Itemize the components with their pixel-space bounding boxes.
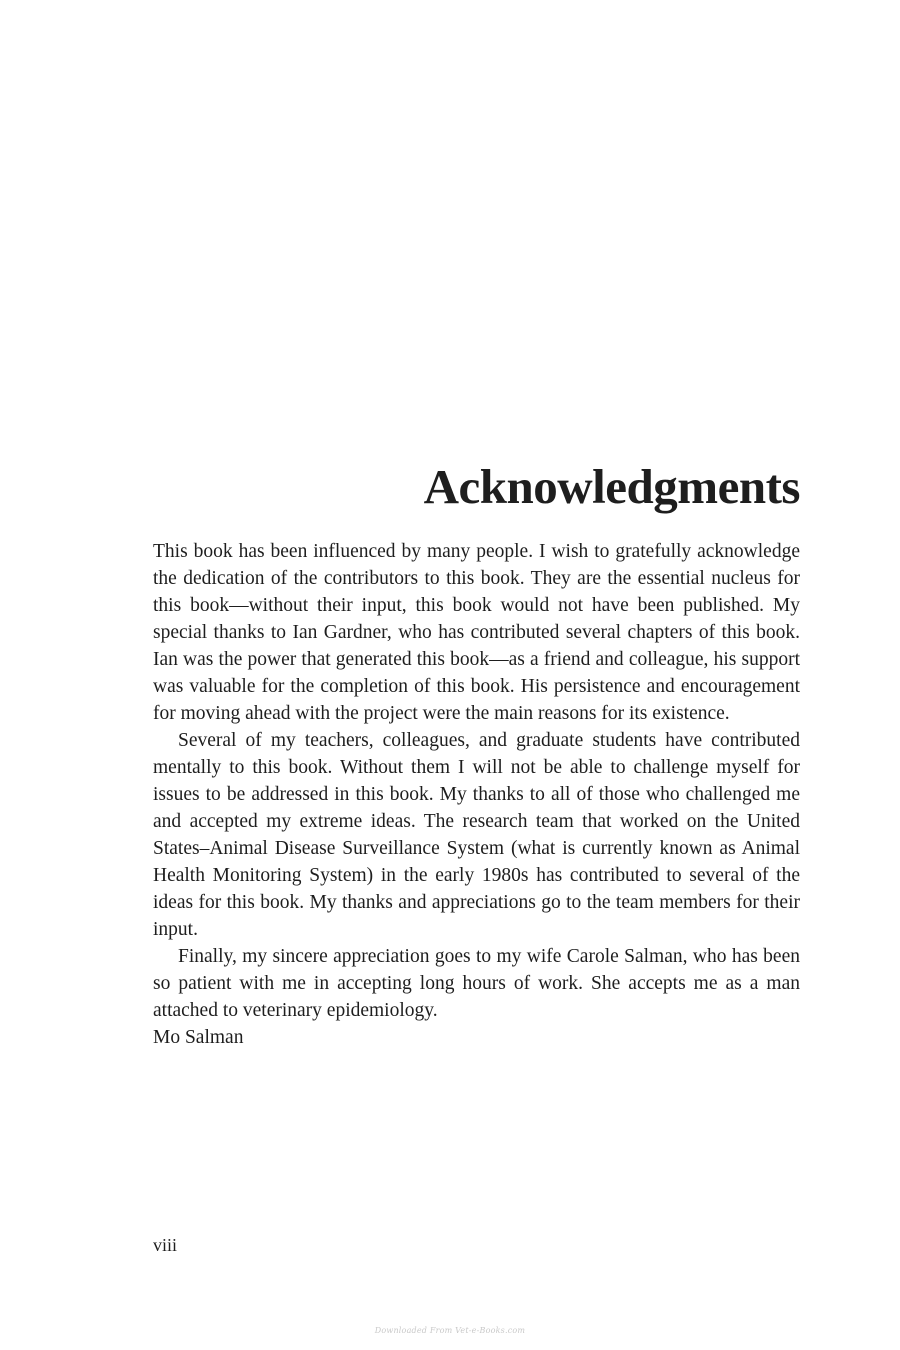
body-paragraph: Several of my teachers, colleagues, and graduate students have contributed mentally to this book. Without them I will not be able to challenge myself for issues to be addressed in this book. My thanks to all of those who challenged me and accepted my extreme ideas. The research team that worked on the United States–Animal Disease Surveillance System (what is currently known as Animal Health Monitoring System) in the early 1980s has contributed to several of the ideas for this book. My thanks and appreciations go to the team members for their input.: [153, 730, 800, 940]
acknowledgments-body: [153, 538, 800, 1051]
body-paragraph: Finally, my sincere appreciation goes to my wife Carole Salman, who has been so patient with me in accepting long hours of work. She accepts me as a man attached to veterinary epidemiology.: [153, 946, 800, 1021]
page-number: viii: [153, 1235, 178, 1255]
body-paragraph: This book has been influenced by many people. I wish to gratefully acknowledge the dedication of the contributors to this book. They are the essential nucleus for this book—without their input, this book would not have been published. My special thanks to Ian Gardner, who has contributed several chapters of this book. Ian was the power that generated this book—as a friend and colleague, his support was valuable for the completion of this book. His persistence and encouragement for moving ahead with the project were the main reasons for its existence.: [153, 541, 800, 724]
page-title: Acknowledgments: [423, 459, 800, 514]
signature: Mo Salman: [153, 1027, 244, 1048]
watermark: Downloaded From Vet-e-Books.com: [374, 1326, 526, 1335]
